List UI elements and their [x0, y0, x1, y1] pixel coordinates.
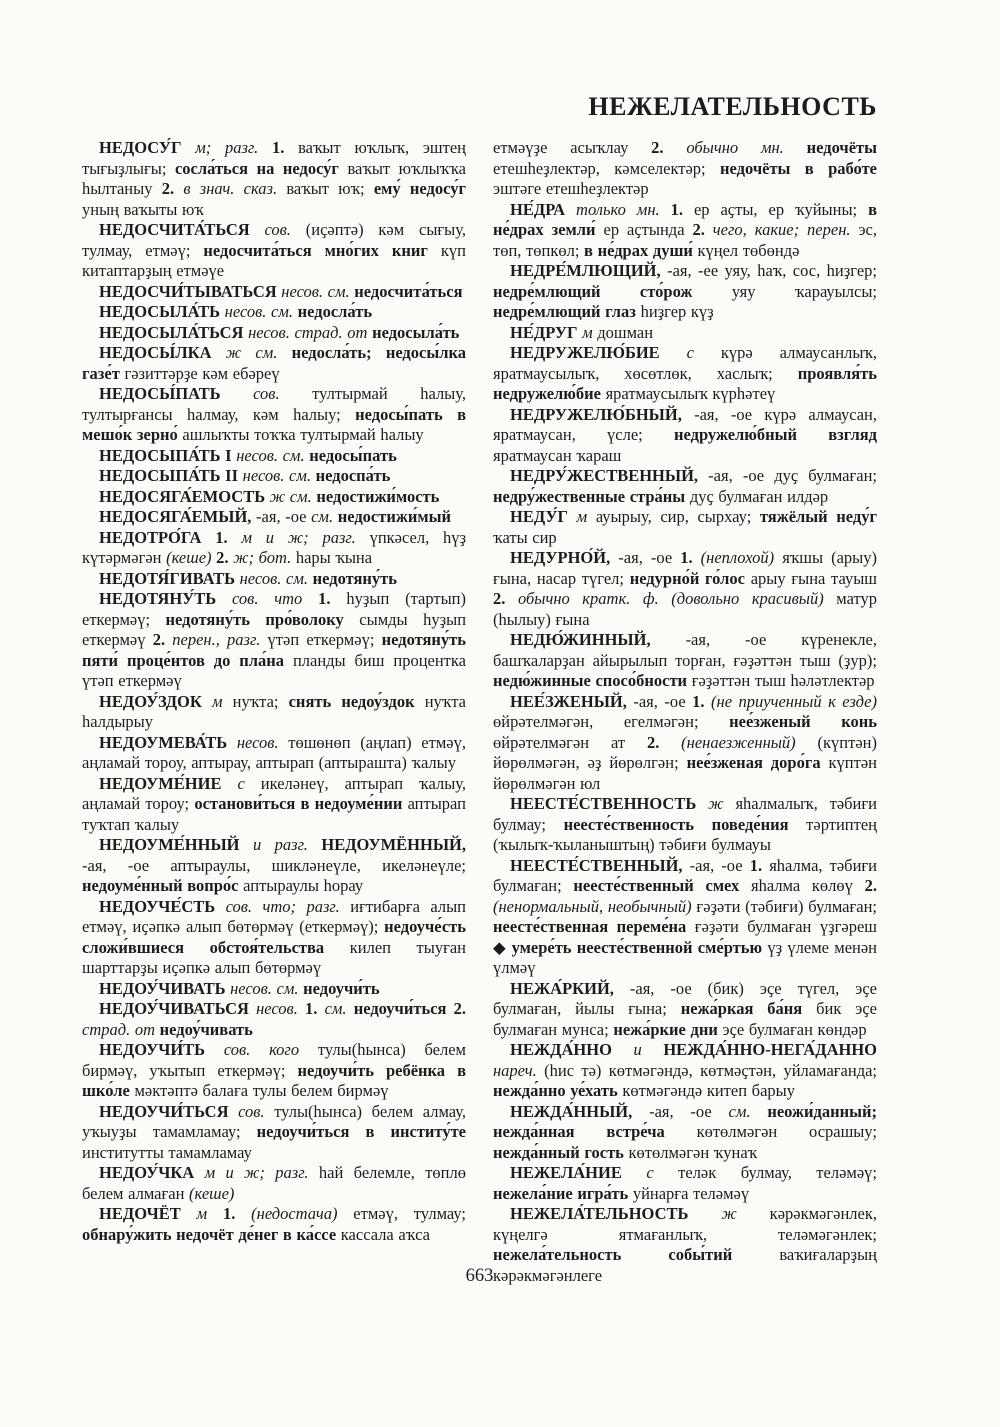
entry-translation-text: уяу ҡарауылсы;: [731, 281, 877, 301]
dictionary-entry: [82, 733, 466, 774]
entry-translation-text: яһалмалыҡ, тәбиғи булмау;: [493, 794, 877, 834]
entry-bold-text: недочёты: [806, 138, 878, 157]
entry-bold-text: НЕДОТЯНУ́ТЬ: [99, 589, 232, 608]
running-head: НЕЖЕЛАТЕЛЬНОСТЬ: [588, 92, 877, 121]
entry-italic-label: несов. см.: [239, 568, 313, 588]
entry-bold-text: недре́млющий сто́рож: [493, 281, 732, 301]
entry-bold-text: НЕДОСЫПА́ТЬ II: [99, 466, 243, 485]
entry-translation-text: нуҡта һалдырыу: [82, 691, 466, 731]
entry-italic-label: с: [686, 343, 721, 362]
entry-italic-label: несов. страд. от: [248, 322, 373, 342]
entry-bold-text: НЕДЮ́ЖИННЫЙ,: [510, 630, 686, 649]
entry-bold-text: проявля́ть недружелю́бие: [493, 363, 877, 403]
dictionary-entry: [493, 138, 877, 200]
entry-translation-text: һары ҡына: [295, 548, 373, 567]
entry-bold-text: ему́ недосу́г: [373, 179, 466, 198]
entry-bold-text: НЕЕСТЕ́СТВЕННЫЙ,: [510, 855, 690, 875]
dictionary-entry: [82, 1040, 466, 1102]
entry-bold-text: НЕДОУМЕ́НИЕ: [99, 773, 238, 793]
entry-translation-text: ашлыҡты тоҡҡа тултырмай һалыу: [182, 425, 424, 444]
entry-translation-text: арыу ғына тауыш: [750, 568, 877, 588]
entry-translation-text: уйнарға теләмәү: [632, 1183, 750, 1203]
entry-bold-text: недотяну́ть: [312, 568, 398, 588]
entry-bold-text: ◆ умере́ть неесте́ственной сме́ртью: [493, 937, 768, 957]
entry-translation-text: дуҫ булмаған илдәр: [689, 486, 829, 506]
entry-italic-label: чего, какие; перен.: [712, 220, 859, 239]
entry-bold-text: НЕДОУМЕ́ННЫЙ: [99, 835, 253, 854]
entry-italic-label: перен., разг.: [172, 630, 268, 649]
dictionary-entry: [82, 466, 466, 487]
entry-translation-text: килеп тыуған шарттарҙы иҫәпкә алып бөтөрмәү: [82, 937, 467, 977]
dictionary-entry: [493, 979, 877, 1041]
entry-italic-label: м: [582, 322, 598, 342]
dictionary-entry: [493, 692, 877, 795]
entry-bold-text: нее́зженый конь: [729, 712, 877, 731]
entry-translation-text: теләк булмау, теләмәү;: [678, 1163, 878, 1182]
entry-translation-text: тулы(һынса) белем алмау, уҡыуҙы тамамламау;: [82, 1101, 466, 1141]
entry-translation-text: ер аҫтында: [603, 220, 693, 239]
entry-translation-text: (иҫәптә) кәм сығыу, тулмау, етмәү;: [82, 220, 466, 260]
entry-translation-text: ҡаты сир: [493, 527, 557, 547]
entry-bold-text: нежда́нный гость: [493, 1142, 629, 1162]
entry-bold-text: 1.: [692, 691, 712, 711]
entry-bold-text: недоуче́сть сложи́вшиеся обстоя́тельства: [82, 917, 466, 957]
entry-bold-text: НЕДУРНО́Й,: [510, 548, 619, 567]
entry-italic-label: м и ж; разг.: [241, 527, 370, 547]
dictionary-entry: [82, 507, 466, 528]
entry-bold-text: снять недоу́здок: [288, 691, 425, 711]
entry-translation-text: матур (һылыу) ғына: [493, 589, 877, 629]
column-left: [82, 138, 466, 1245]
entry-italic-label: ж см.: [225, 343, 292, 362]
entry-translation-text: гәзиттәрҙе кәм ебәреү: [124, 363, 280, 383]
entry-bold-text: недю́жинные спосо́бности: [493, 671, 692, 690]
entry-bold-text: НЕДРУ́ЖЕСТВЕННЫЙ,: [510, 466, 709, 485]
entry-italic-label: обычно мн.: [686, 138, 807, 157]
entry-translation-text: эс, төп, төпкөл;: [493, 220, 877, 260]
entry-translation-text: өйрәтелмәгән, егелмәгән;: [493, 712, 730, 731]
entry-italic-label: сов.: [238, 1101, 275, 1121]
entry-bold-text: НЕДОСЧИ́ТЫВАТЬСЯ: [99, 281, 282, 301]
entry-italic-label: с: [646, 1163, 679, 1182]
entry-bold-text: 1.: [271, 138, 299, 157]
entry-translation-text: (күптән) йөрөлмәгән, әҙ йөрөлгән;: [493, 732, 877, 772]
entry-bold-text: НЕДОТРО́ГА: [99, 527, 216, 547]
entry-italic-label: м и ж; разг.: [204, 1163, 319, 1182]
entry-bold-text: нежда́нно уе́хать: [493, 1081, 623, 1100]
entry-translation-text: институтты тамамламау: [82, 1142, 252, 1162]
entry-bold-text: 2.: [216, 548, 234, 567]
entry-bold-text: обнару́жить недочёт де́нег в ка́ссе: [82, 1224, 341, 1244]
entry-italic-label: страд. от: [82, 1019, 160, 1039]
entry-bold-text: НЕДОУ́ЗДОК: [99, 691, 212, 711]
dictionary-entry: [493, 507, 877, 548]
entry-italic-label: ж см.: [269, 486, 317, 506]
entry-translation-text: -ая, -ее уяу, һаҡ, сос, һиҙгер;: [667, 261, 877, 280]
entry-bold-text: 1.: [222, 1204, 252, 1223]
entry-translation-text: төшөнөп (аңлап) етмәү, аңламай тороу, аптырау, аптырап (аптырашта) ҡалыу: [82, 732, 466, 772]
entry-bold-text: НЕДУ́Г: [510, 507, 577, 526]
entry-bold-text: недосла́ть: [297, 302, 373, 321]
entry-italic-label: обычно кратк. ф. (довольно красивый): [517, 589, 837, 608]
dictionary-entry: [82, 1102, 466, 1164]
entry-italic-label: только мн.: [576, 199, 671, 219]
dictionary-entry: [493, 261, 877, 323]
entry-italic-label: см.: [728, 1101, 768, 1121]
entry-bold-text: НЕЖДА́ННЫЙ,: [510, 1101, 650, 1121]
entry-translation-text: күңел төбөндә: [697, 240, 800, 260]
entry-bold-text: НЕДОУ́ЧИВАТЬСЯ: [99, 999, 257, 1018]
entry-bold-text: тяжёлый неду́г: [759, 507, 878, 526]
entry-bold-text: недоучи́ть ребёнка в шко́ле: [82, 1060, 466, 1100]
entry-translation-text: ваҡыт юҡлыҡҡа һылтаныу: [82, 158, 467, 198]
entry-bold-text: НЕДОСЫЛА́ТЬСЯ: [99, 322, 249, 342]
entry-translation-text: яҡшы (арыу) ғына, насар түгел;: [493, 548, 877, 588]
entry-bold-text: НЕДОУ́ЧКА: [99, 1163, 205, 1182]
entry-translation-text: ваҡыт юҡлыҡ, эштең тығыҙлығы;: [82, 138, 466, 178]
entry-bold-text: нежа́ркие дни: [613, 1019, 723, 1039]
entry-bold-text: недосчита́ться мно́гих книг: [203, 240, 441, 260]
entry-bold-text: останови́ться в недоуме́нии: [194, 794, 408, 813]
entry-translation-text: өйрәтелмәгән ат: [493, 732, 647, 752]
entry-translation-text: һиҙгер күҙ: [640, 302, 714, 321]
entry-italic-label: м: [211, 691, 233, 711]
dictionary-entry: [82, 774, 466, 836]
entry-italic-label: несов. см.: [281, 281, 355, 301]
entry-bold-text: 2.: [152, 630, 173, 649]
entry-bold-text: недурно́й го́лос: [629, 568, 751, 588]
entry-translation-text: -ая, -ое күренекле, башҡаларҙан айырылып торған, ғәҙәттән тыш (ҙур);: [493, 630, 877, 670]
entry-translation-text: ваҡиғаларҙың кәрәкмәгәнлеге: [493, 1245, 877, 1285]
entry-bold-text: 2.: [493, 589, 518, 608]
entry-italic-label: (ненормальный, необычный): [493, 896, 697, 916]
entry-italic-label: несов. см.: [242, 466, 316, 485]
entry-translation-text: үпкәсел, һүҙ күтәрмәгән: [82, 527, 467, 567]
entry-bold-text: недочёты в рабо́те: [720, 158, 878, 178]
entry-bold-text: сосла́ться на недосу́г: [174, 158, 348, 178]
entry-translation-text: көтөлмәгән ҡунаҡ: [628, 1142, 758, 1162]
entry-bold-text: недотяну́ть про́волоку: [165, 609, 360, 629]
dictionary-entry: [493, 548, 877, 630]
dictionary-entry: [82, 1163, 466, 1204]
dictionary-entry: [82, 835, 466, 897]
entry-italic-label: в знач. сказ.: [183, 179, 287, 198]
entry-bold-text: НЕДОСЧИТА́ТЬСЯ: [99, 220, 265, 239]
entry-italic-label: (не приученный к езде): [711, 691, 877, 711]
dictionary-entry: [82, 138, 466, 220]
entry-bold-text: НЕ́ДРУГ: [510, 322, 583, 342]
entry-translation-text: етмәүҙе асыҡлау: [493, 138, 652, 157]
entry-translation-text: һай белемле, төплө белем алмаған: [82, 1163, 466, 1203]
entry-italic-label: несов.: [256, 999, 306, 1018]
entry-bold-text: НЕДОУМЁННЫЙ,: [321, 835, 466, 854]
entry-bold-text: неесте́ственная переме́на: [493, 917, 695, 936]
entry-italic-label: сов.: [253, 384, 313, 403]
dictionary-entry: [82, 384, 466, 446]
entry-translation-text: күптән йөрөлмәгән юл: [493, 753, 877, 793]
dictionary-entry: [82, 302, 466, 323]
entry-bold-text: НЕ́ДРА: [510, 199, 577, 219]
entry-italic-label: (недостача): [251, 1204, 354, 1223]
entry-translation-text: ваҡыт юҡ;: [286, 179, 374, 198]
entry-translation-text: тултырмай һалыу, тултырғансы һалмау, кәм һалыу;: [82, 384, 466, 424]
entry-bold-text: НЕДОСЯГА́ЕМОСТЬ: [99, 486, 270, 506]
entry-italic-label: сов. что; разг.: [225, 896, 351, 916]
entry-bold-text: 2.: [692, 220, 713, 239]
entry-translation-text: -ая, -ое аптыраулы, шикләнеүле, икеләнеүле;: [82, 855, 466, 875]
entry-translation-text: -ая, -ое: [256, 507, 312, 526]
dictionary-entry: [493, 794, 877, 856]
entry-bold-text: 2.: [646, 732, 682, 752]
entry-bold-text: НЕДОСЫПА́ТЬ I: [99, 445, 237, 465]
entry-translation-text: иғтибарға алып етмәү, иҫәпкә алып бөтөрмәү (еткермәү);: [82, 896, 467, 936]
entry-translation-text: көтөлмәгән осрашыу;: [696, 1122, 877, 1141]
entry-bold-text: недотяну́ть пяти́ проце́нтов до пла́на: [82, 630, 467, 670]
entry-bold-text: в не́драх земли́: [493, 199, 878, 239]
entry-bold-text: НЕЖДА́ННО-НЕГА́ДАННО: [663, 1040, 877, 1059]
dictionary-entry: [82, 220, 466, 282]
dictionary-entry: [82, 999, 466, 1040]
dictionary-entry: [82, 323, 466, 344]
entry-translation-text: мәктәптә балаға тулы белем бирмәү: [134, 1081, 389, 1100]
entry-translation-text: тулы(һынса) белем бирмәү, уҡытып еткермәү;: [82, 1040, 466, 1080]
entry-bold-text: недостижи́мый: [337, 507, 451, 526]
entry-bold-text: НЕДОСЫ́ПАТЬ: [99, 384, 254, 403]
entry-translation-text: -ая, -ое: [633, 691, 693, 711]
entry-translation-text: -ая, -ое дуҫ булмаған;: [708, 466, 877, 485]
entry-bold-text: НЕДРЕ́МЛЮЩИЙ,: [510, 261, 668, 280]
dictionary-entry: [82, 282, 466, 303]
entry-italic-label: (неплохой): [700, 548, 783, 567]
entry-italic-label: и: [633, 1040, 664, 1059]
entry-bold-text: недосы́пать в мешо́к зерно́: [82, 404, 466, 444]
entry-bold-text: нежа́ркая ба́ня: [680, 999, 817, 1018]
page-number: 663: [465, 1266, 494, 1286]
dictionary-entry: [493, 1163, 877, 1204]
entry-bold-text: недоучи́ться в институ́те: [256, 1122, 466, 1141]
entry-translation-text: яратмаусан ҡараш: [493, 445, 622, 465]
entry-bold-text: 1.: [215, 527, 242, 547]
entry-translation-text: сымды һуҙып еткермәү: [82, 609, 467, 649]
entry-translation-text: -ая, -ое: [649, 1101, 729, 1121]
entry-bold-text: НЕДОУЧИ́ТЬСЯ: [99, 1101, 239, 1121]
dictionary-entry: [82, 589, 466, 692]
entry-translation-text: үтәп еткермәү;: [267, 630, 382, 649]
entry-translation-text: уның ваҡыты юҡ: [82, 199, 204, 219]
dictionary-entry: [493, 856, 877, 979]
entry-translation-text: етмәү, тулмау;: [353, 1204, 466, 1223]
entry-translation-text: ғәҙәти (тәбиғи) булмаған;: [696, 896, 877, 916]
entry-translation-text: дошман: [597, 322, 654, 342]
entry-translation-text: күрә алмаусанлыҡ, яратмаусылыҡ, хөсөтлөк, хаслыҡ;: [493, 343, 877, 383]
dictionary-entry: [493, 405, 877, 467]
entry-translation-text: һуҙып (тартып) еткермәү;: [82, 589, 466, 629]
entry-italic-label: м: [576, 507, 596, 526]
entry-italic-label: сов. кого: [223, 1040, 318, 1059]
entry-bold-text: недре́млющий глаз: [493, 302, 641, 321]
entry-italic-label: сов. что: [232, 589, 319, 608]
entry-italic-label: и разг.: [252, 835, 322, 854]
entry-translation-text: нуҡта;: [232, 691, 289, 711]
dictionary-entry: [493, 630, 877, 692]
entry-bold-text: нежела́тельность собы́тий: [493, 1245, 780, 1264]
dictionary-entry: [82, 979, 466, 1000]
dictionary-entry: [82, 1204, 466, 1245]
entry-bold-text: НЕЕ́ЗЖЕНЫЙ,: [510, 691, 634, 711]
entry-bold-text: недоучи́ться 2.: [353, 999, 466, 1018]
entry-italic-label: несов. см.: [236, 445, 310, 465]
entry-translation-text: -ая, -ое: [618, 548, 681, 567]
entry-bold-text: недосы́пать: [309, 445, 397, 465]
entry-bold-text: неожи́данный; нежда́нная встре́ча: [493, 1101, 877, 1141]
entry-italic-label: несов.: [236, 732, 289, 752]
entry-bold-text: недостижи́мость: [316, 486, 440, 506]
entry-bold-text: нее́зженая доро́га: [686, 753, 829, 772]
entry-bold-text: НЕДОСЫ́ЛКА: [99, 343, 226, 362]
entry-translation-text: аптырап туҡтап ҡалыу: [82, 794, 466, 834]
entry-bold-text: НЕДОСУ́Г: [99, 138, 196, 157]
dictionary-entry: [82, 897, 466, 979]
entry-translation-text: -ая, -ое: [689, 855, 750, 875]
entry-bold-text: неесте́ственный смех: [573, 876, 752, 895]
entry-translation-text: етешһеҙлектәр, кәмселектәр;: [493, 158, 721, 178]
entry-bold-text: 1.: [670, 199, 694, 219]
entry-bold-text: НЕДРУЖЕЛЮ́БИЕ: [510, 343, 687, 362]
dictionary-entry: [82, 528, 466, 569]
entry-translation-text: ауырыу, сир, сырхау;: [595, 507, 760, 526]
entry-bold-text: недосчита́ться: [354, 281, 463, 301]
dictionary-entry: [493, 466, 877, 507]
entry-translation-text: күп китаптарҙың етмәүе: [82, 240, 466, 280]
entry-translation-text: тәртиптең (ҡылыҡ-ҡыланыштың) тәбиғи булмауы: [493, 814, 877, 854]
entry-bold-text: недосла́ть; недосы́лка газе́т: [82, 343, 466, 383]
entry-translation-text: -ая, -ое (бик) эҫе түгел, эҫе булмаған, йылы ғына;: [493, 978, 877, 1018]
entry-bold-text: 2.: [864, 876, 878, 895]
entry-bold-text: в не́драх души́: [584, 240, 698, 260]
column-right: [493, 138, 877, 1286]
entry-translation-text: ер аҫты, ер ҡуйыны;: [693, 199, 869, 219]
entry-italic-label: с: [237, 773, 261, 793]
entry-italic-label: (ненаезженный): [681, 732, 818, 752]
dictionary-entry: [82, 487, 466, 508]
entry-translation-text: ғәҙәттән тыш һәләтлектәр: [691, 671, 875, 690]
entry-bold-text: НЕЖА́РКИЙ,: [510, 978, 630, 998]
entry-translation-text: яһалма көлөү: [751, 876, 865, 895]
dictionary-entry: [493, 1102, 877, 1164]
entry-translation-text: бик эҫе булмаған мунса;: [493, 999, 877, 1039]
entry-translation-text: яһалма, тәбиғи булмаған;: [493, 855, 877, 895]
entry-bold-text: НЕДОУ́ЧИВАТЬ: [99, 978, 231, 998]
entry-bold-text: НЕЖДА́ННО: [510, 1040, 634, 1059]
dictionary-entry: [82, 569, 466, 590]
entry-translation-text: планды биш процентка үтәп еткермәү: [82, 650, 466, 690]
entry-bold-text: нежела́ние игра́ть: [493, 1183, 633, 1203]
entry-translation-text: яратмаусылыҡ күрһәтеү: [605, 384, 776, 403]
entry-bold-text: НЕДОСЯГА́ЕМЫЙ,: [99, 507, 257, 526]
entry-translation-text: көтмәгәндә китеп барыу: [622, 1081, 795, 1100]
entry-italic-label: см.: [324, 999, 354, 1018]
dictionary-entry: [82, 692, 466, 733]
entry-bold-text: НЕДОЧЁТ: [99, 1204, 197, 1223]
entry-bold-text: недру́жественные стра́ны: [493, 486, 690, 506]
entry-translation-text: аптыраулы һорау: [243, 876, 364, 895]
dictionary-entry: [493, 323, 877, 344]
entry-bold-text: НЕДОУЧИ́ТЬ: [99, 1040, 224, 1059]
entry-bold-text: недружелю́бный взгляд: [674, 425, 877, 444]
entry-bold-text: НЕДОУМЕВА́ТЬ: [99, 732, 237, 752]
entry-bold-text: НЕДОСЫЛА́ТЬ: [99, 302, 225, 321]
entry-italic-label: ж; бот.: [233, 548, 296, 567]
entry-bold-text: недосыла́ть: [372, 322, 460, 342]
entry-bold-text: НЕДОУЧЕ́СТЬ: [99, 896, 226, 916]
entry-bold-text: неесте́ственность поведе́ния: [563, 814, 807, 834]
entry-italic-label: несов. см.: [230, 978, 304, 998]
dictionary-entry: [493, 200, 877, 262]
entry-translation-text: эҫе булмаған көндәр: [722, 1019, 867, 1039]
entry-bold-text: недоучи́ть: [303, 978, 380, 998]
dictionary-entry: [493, 1040, 877, 1102]
entry-italic-label: (кеше): [166, 548, 217, 567]
entry-translation-text: (һис тә) көтмәгәндә, көтмәҫтән, уйламағанда;: [544, 1060, 877, 1080]
entry-italic-label: ж: [708, 794, 736, 813]
entry-bold-text: недоу́чивать: [159, 1019, 253, 1039]
entry-bold-text: НЕДРУЖЕЛЮ́БНЫЙ,: [510, 404, 695, 424]
entry-bold-text: недоспа́ть: [315, 466, 391, 485]
entry-bold-text: 1.: [749, 855, 770, 875]
entry-bold-text: 1.: [305, 999, 325, 1018]
dictionary-entry: [82, 343, 466, 384]
entry-bold-text: 1.: [680, 548, 701, 567]
entry-translation-text: үҙ үлеме менән үлмәү: [493, 937, 878, 977]
entry-italic-label: м: [196, 1204, 223, 1223]
entry-translation-text: -ая, -ое күрә алмаусан, яратмаусан, үсле;: [493, 404, 877, 444]
entry-italic-label: несов. см.: [224, 302, 298, 321]
entry-bold-text: НЕЖЕЛА́НИЕ: [510, 1163, 647, 1182]
entry-bold-text: недоуме́нный вопро́с: [82, 876, 244, 895]
entry-italic-label: см.: [311, 507, 338, 526]
dictionary-entry: [82, 446, 466, 467]
dictionary-entry: [493, 343, 877, 405]
entry-translation-text: ғәҙәти булмаған үҙгәреш: [694, 917, 877, 936]
entry-translation-text: икеләнеү, аптырап ҡалыу, аңламай тороу;: [82, 773, 466, 813]
entry-italic-label: сов.: [264, 220, 306, 239]
entry-italic-label: м; разг.: [195, 138, 272, 157]
entry-translation-text: кассала аҡса: [340, 1224, 431, 1244]
entry-italic-label: (кеше): [189, 1183, 235, 1203]
entry-italic-label: ж: [721, 1204, 770, 1223]
entry-bold-text: 2.: [651, 138, 687, 157]
entry-bold-text: НЕЕСТЕ́СТВЕННОСТЬ: [510, 794, 709, 813]
entry-italic-label: нареч.: [493, 1060, 545, 1080]
entry-translation-text: эштәге етешһеҙлектәр: [493, 179, 649, 198]
entry-bold-text: НЕЖЕЛА́ТЕЛЬНОСТЬ: [510, 1204, 722, 1223]
entry-bold-text: 2.: [161, 179, 184, 198]
entry-bold-text: 1.: [318, 589, 347, 608]
entry-bold-text: НЕДОТЯ́ГИВАТЬ: [99, 568, 240, 588]
entry-translation-text: кәрәкмәгәнлек, күңелгә ятмағанлыҡ, теләмәгәнлек;: [493, 1204, 877, 1244]
